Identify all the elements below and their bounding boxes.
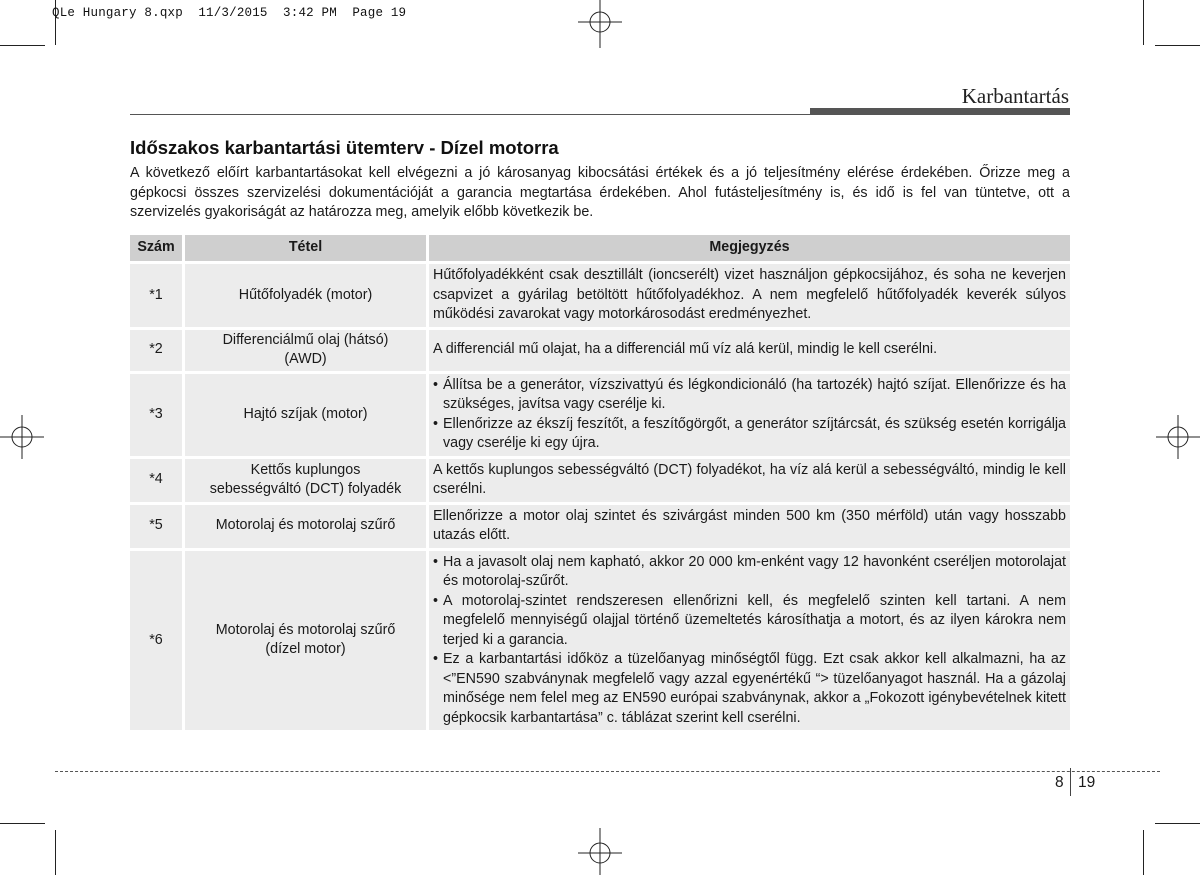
row-item xyxy=(184,549,428,732)
row-number: *1 xyxy=(130,263,184,329)
row-note: A kettős kuplungos sebességváltó (DCT) folyadékot, ha víz alá kerül a sebességváltó, mindig le kell cserélni. xyxy=(428,457,1071,503)
row-item: Motorolaj és motorolaj szűrő xyxy=(184,503,428,549)
bullet-item xyxy=(433,592,1066,651)
intro-paragraph: A következő előírt karbantartásokat kell elvégezni a jó károsanyag kibocsátási értékek és a jó teljesítmény elérése érdekében. Őrizze meg a gépkocsi összes szervizelési dokumentációját a garancia megtartása érdekében. Ahol futásteljesítmény is, és idő is fel van tüntetve, ott a szervizelés gyakoriságát az határozza meg, amelyik előbb következik be. xyxy=(130,165,1070,220)
print-slug: QLe Hungary 8.qxp 11/3/2015 3:42 PM Page 19 xyxy=(52,6,407,20)
table-row xyxy=(130,372,1070,457)
bullet-item xyxy=(433,376,1066,415)
crop-mark xyxy=(1143,830,1144,875)
row-item-line: Motorolaj és motorolaj szűrő xyxy=(215,621,396,638)
crop-mark xyxy=(1155,45,1200,46)
row-note: Hűtőfolyadékként csak desztillált (ioncserélt) vizet használjon gépkocsijához, és soha ne keverjen csapvizet a gyárilag betöltött hűtőfolyadékhoz. A nem megfelelő hűtőfolyadék keverék súlyos működési zavarokat vagy motorkárosodást eredményezhet. xyxy=(428,263,1071,329)
registration-mark-icon xyxy=(1154,412,1200,462)
crop-mark xyxy=(1155,823,1200,824)
row-number: *5 xyxy=(130,503,184,549)
row-number: *4 xyxy=(130,457,184,503)
table-header-row xyxy=(130,235,1070,263)
row-item xyxy=(184,457,428,503)
row-number: *2 xyxy=(130,328,184,372)
row-note xyxy=(428,372,1071,457)
row-note: Ellenőrizze a motor olaj szintet és szivárgást minden 500 km (350 mérföld) után vagy hosszabb utazás előtt. xyxy=(428,503,1071,549)
bullet-text: Állítsa be a generátor, vízszivattyú és légkondicionáló (ha tartozék) hajtó szíjat. Ellenőrizze és ha szükséges, javítsa vagy cserélje ki. xyxy=(443,376,1066,412)
table-row xyxy=(130,328,1070,372)
row-item: Hűtőfolyadék (motor) xyxy=(184,263,428,329)
row-note xyxy=(428,549,1071,732)
section-title: Karbantartás xyxy=(961,84,1069,108)
row-number: *3 xyxy=(130,372,184,457)
row-note: A differenciál mű olajat, ha a differenciál mű víz alá kerül, mindig le kell cserélni. xyxy=(428,328,1071,372)
crop-mark xyxy=(55,830,56,875)
row-number: *6 xyxy=(130,549,184,732)
row-item: Hajtó szíjak (motor) xyxy=(184,372,428,457)
page-number: 19 xyxy=(1078,774,1096,791)
row-item-line: (dízel motor) xyxy=(265,641,346,658)
page-number-separator xyxy=(1070,768,1071,796)
table-row xyxy=(130,503,1070,549)
row-item-line: (AWD) xyxy=(284,351,327,367)
bullet-text: A motorolaj-szintet rendszeresen ellenőrizni kell, és megfelelő szinten kell tartani. A nem megfelelő mennyiségű olajjal történő üzemeltetés károsíthatja a motort, és az ilyen károkra nem terjed ki a garancia. xyxy=(443,592,1066,648)
registration-mark-icon xyxy=(575,0,625,50)
bullet-icon: • xyxy=(433,553,439,570)
page-heading: Időszakos karbantartási ütemterv - Dízel motorra xyxy=(130,137,559,158)
bullet-item xyxy=(433,553,1066,592)
bullet-icon: • xyxy=(433,592,439,609)
column-header-note: Megjegyzés xyxy=(428,235,1071,263)
registration-mark-icon xyxy=(0,412,46,462)
header-rule xyxy=(130,114,1070,115)
table-row xyxy=(130,549,1070,732)
bullet-icon: • xyxy=(433,415,439,432)
table-row xyxy=(130,457,1070,503)
bullet-icon: • xyxy=(433,376,439,393)
crop-mark xyxy=(1143,0,1144,45)
crop-mark xyxy=(0,45,45,46)
row-item xyxy=(184,328,428,372)
crop-mark xyxy=(0,823,45,824)
row-item-line: sebességváltó (DCT) folyadék xyxy=(209,481,402,497)
chapter-number: 8 xyxy=(1055,774,1064,791)
row-item-line: Differenciálmű olaj (hátsó) xyxy=(222,331,389,348)
bullet-item xyxy=(433,650,1066,728)
row-item-line: Kettős kuplungos xyxy=(250,461,361,478)
footer-divider xyxy=(55,771,1160,772)
bullet-text: Ellenőrizze az ékszíj feszítőt, a feszítőgörgőt, a generátor szíjtárcsát, és szükség esetén korrigálja vagy cserélje ki egy újra. xyxy=(443,415,1066,451)
bullet-text: Ez a karbantartási időköz a tüzelőanyag minőségtől függ. Ezt csak akkor kell alkalmazni, ha az <”EN590 szabványnak megfelelő vagy azzal egyenértékű “> tüzelőanyagot használ. Ha a gázolaj minősége nem felel meg az EN590 európai szabványnak, akkor a „Fokozott igénybevételnek kitett gépkocsik karbantartása” c. táblázat szerint kell cserélni. xyxy=(443,651,1066,726)
bullet-icon: • xyxy=(433,651,439,667)
registration-mark-icon xyxy=(575,826,625,875)
bullet-text: Ha a javasolt olaj nem kapható, akkor 20 000 km-enként vagy 12 havonként cseréljen motorolajat és motorolaj-szűrőt. xyxy=(443,553,1066,589)
bullet-item xyxy=(433,415,1066,454)
maintenance-table xyxy=(130,235,1070,733)
column-header-number: Szám xyxy=(130,235,184,263)
table-row xyxy=(130,263,1070,329)
column-header-item: Tétel xyxy=(184,235,428,263)
